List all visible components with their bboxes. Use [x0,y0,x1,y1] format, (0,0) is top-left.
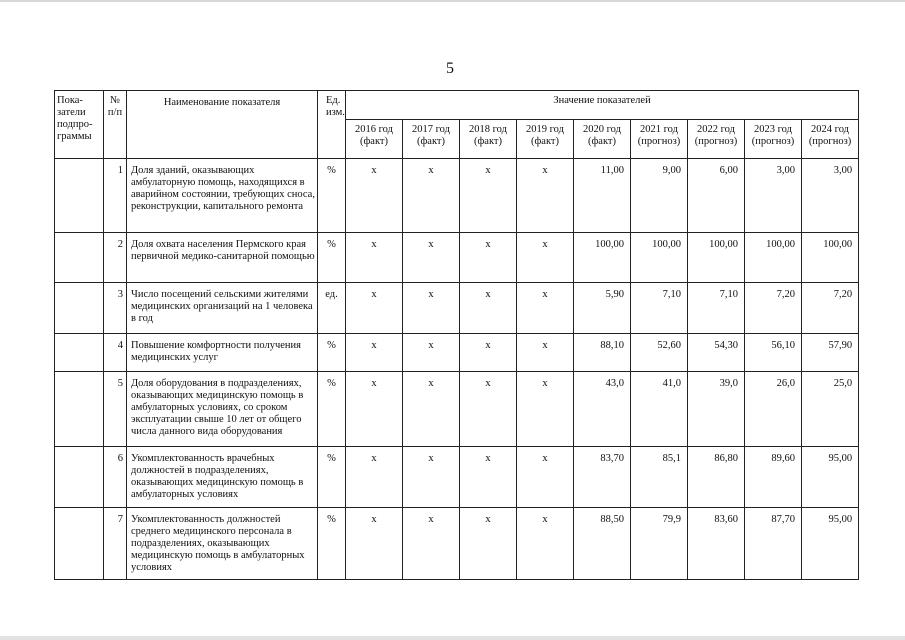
cell-pokazateli [55,159,104,233]
cell-indicator-name: Доля оборудования в подразделениях, оказывающих медицинскую помощь в амбулаторных условиях, со сроком эксплуатации свыше 10 лет от общего числа данного вида оборудования [127,372,318,447]
cell-value: х [346,334,403,372]
cell-row-number: 7 [104,508,127,580]
header-year-kind: (факт) [530,136,559,147]
cell-indicator-name: Повышение комфортности получения медицинских услуг [127,334,318,372]
cell-value: х [517,283,574,334]
cell-indicator-name: Доля зданий, оказывающих амбулаторную помощь, находящихся в аварийном состоянии, требующих сноса, реконструкции, капитального ремонта [127,159,318,233]
cell-value: х [460,508,517,580]
header-line: затели [57,107,86,118]
cell-value: х [346,233,403,283]
cell-value: 57,90 [802,334,859,372]
table-row [55,372,859,447]
cell-row-number: 2 [104,233,127,283]
cell-value: 39,0 [688,372,745,447]
header-year-kind: (факт) [416,136,445,147]
header-year-kind: (прогноз) [637,136,681,147]
cell-unit: ед. [318,283,346,334]
cell-value: 7,10 [631,283,688,334]
cell-value: 43,0 [574,372,631,447]
cell-value: 86,80 [688,447,745,508]
cell-pokazateli [55,447,104,508]
cell-unit: % [318,233,346,283]
header-year [631,120,688,159]
cell-row-number: 6 [104,447,127,508]
cell-value: х [517,233,574,283]
header-year [574,120,631,159]
cell-value: х [403,372,460,447]
cell-value: 88,10 [574,334,631,372]
header-year-label: 2020 год [583,124,621,135]
cell-value: х [460,372,517,447]
cell-value: х [517,334,574,372]
cell-value: х [517,159,574,233]
cell-value: 100,00 [631,233,688,283]
header-line: Пока- [57,95,83,106]
table-row [55,159,859,233]
cell-value: х [346,447,403,508]
cell-value: х [517,447,574,508]
cell-pokazateli [55,334,104,372]
header-year [745,120,802,159]
cell-value: х [460,334,517,372]
cell-unit: % [318,447,346,508]
cell-value: х [403,508,460,580]
cell-value: 11,00 [574,159,631,233]
cell-value: 7,20 [745,283,802,334]
header-year-kind: (прогноз) [808,136,852,147]
cell-unit: % [318,159,346,233]
cell-value: 100,00 [745,233,802,283]
cell-value: 7,20 [802,283,859,334]
header-indicator-name: Наименование показателя [127,91,318,159]
table-row [55,283,859,334]
header-year [802,120,859,159]
header-year-label: 2022 год [697,124,735,135]
cell-row-number: 5 [104,372,127,447]
header-year-kind: (прогноз) [694,136,738,147]
cell-value: х [460,283,517,334]
cell-indicator-name: Укомплектованность врачебных должностей в подразделениях, оказывающих медицинскую помощь в амбулаторных условиях [127,447,318,508]
page-number: 5 [446,60,454,77]
cell-row-number: 3 [104,283,127,334]
header-year-label: 2024 год [811,124,850,135]
cell-value: 41,0 [631,372,688,447]
header-year [688,120,745,159]
header-year [346,120,403,159]
cell-value: х [460,159,517,233]
cell-pokazateli [55,283,104,334]
cell-value: 100,00 [688,233,745,283]
cell-indicator-name: Доля охвата населения Пермского края первичной медико-санитарной помощью [127,233,318,283]
cell-value: 3,00 [802,159,859,233]
cell-value: 5,90 [574,283,631,334]
header-year [460,120,517,159]
table-row [55,508,859,580]
cell-value: х [346,159,403,233]
header-year [403,120,460,159]
cell-value: х [460,447,517,508]
cell-row-number: 4 [104,334,127,372]
scan-edge-bottom [0,636,905,640]
cell-value: 25,0 [802,372,859,447]
header-year-kind: (факт) [473,136,502,147]
cell-row-number: 1 [104,159,127,233]
header-line: № [109,95,121,106]
cell-pokazateli [55,233,104,283]
table-row [55,233,859,283]
scan-edge-top [0,0,905,2]
header-year-label: 2021 год [640,124,678,135]
header-year-label: 2019 год [526,124,564,135]
cell-value: 26,0 [745,372,802,447]
cell-value: х [346,508,403,580]
cell-value: 83,60 [688,508,745,580]
cell-unit: % [318,334,346,372]
cell-value: 87,70 [745,508,802,580]
cell-value: х [517,508,574,580]
cell-indicator-name: Укомплектованность должностей среднего медицинского персонала в подразделениях, оказывающих медицинскую помощь в амбулаторных условиях [127,508,318,580]
cell-value: 85,1 [631,447,688,508]
header-year-label: 2017 год [412,124,450,135]
header-year-kind: (прогноз) [751,136,795,147]
cell-value: 9,00 [631,159,688,233]
cell-value: 89,60 [745,447,802,508]
cell-value: х [403,283,460,334]
header-line: изм. [326,107,345,118]
header-number [104,91,127,159]
cell-unit: % [318,508,346,580]
header-unit [318,91,346,159]
cell-value: х [517,372,574,447]
cell-value: 83,70 [574,447,631,508]
table-row [55,334,859,372]
cell-value: х [403,233,460,283]
cell-value: х [460,233,517,283]
header-line: подпро- [57,119,93,130]
header-pokazateli [55,91,104,159]
header-line: граммы [57,131,92,142]
cell-value: 56,10 [745,334,802,372]
header-year [517,120,574,159]
cell-value: 52,60 [631,334,688,372]
cell-value: 100,00 [574,233,631,283]
header-year-label: 2016 год [355,124,393,135]
cell-indicator-name: Число посещений сельскими жителями медицинских организаций на 1 человека в год [127,283,318,334]
cell-pokazateli [55,372,104,447]
cell-value: х [346,283,403,334]
header-line: п/п [107,107,123,118]
cell-value: 54,30 [688,334,745,372]
cell-value: 88,50 [574,508,631,580]
cell-pokazateli [55,508,104,580]
cell-value: 100,00 [802,233,859,283]
cell-value: 79,9 [631,508,688,580]
header-line: Ед. [326,95,341,106]
cell-unit: % [318,372,346,447]
header-year-kind: (факт) [587,136,616,147]
cell-value: х [346,372,403,447]
cell-value: 95,00 [802,508,859,580]
header-year-label: 2023 год [754,124,792,135]
cell-value: 3,00 [745,159,802,233]
cell-value: 7,10 [688,283,745,334]
cell-value: х [403,334,460,372]
table-row [55,447,859,508]
cell-value: х [403,447,460,508]
cell-value: х [403,159,460,233]
indicators-table [54,90,859,580]
cell-value: 95,00 [802,447,859,508]
header-year-kind: (факт) [359,136,388,147]
header-year-label: 2018 год [469,124,507,135]
header-values-group: Значение показателей [346,91,859,120]
cell-value: 6,00 [688,159,745,233]
